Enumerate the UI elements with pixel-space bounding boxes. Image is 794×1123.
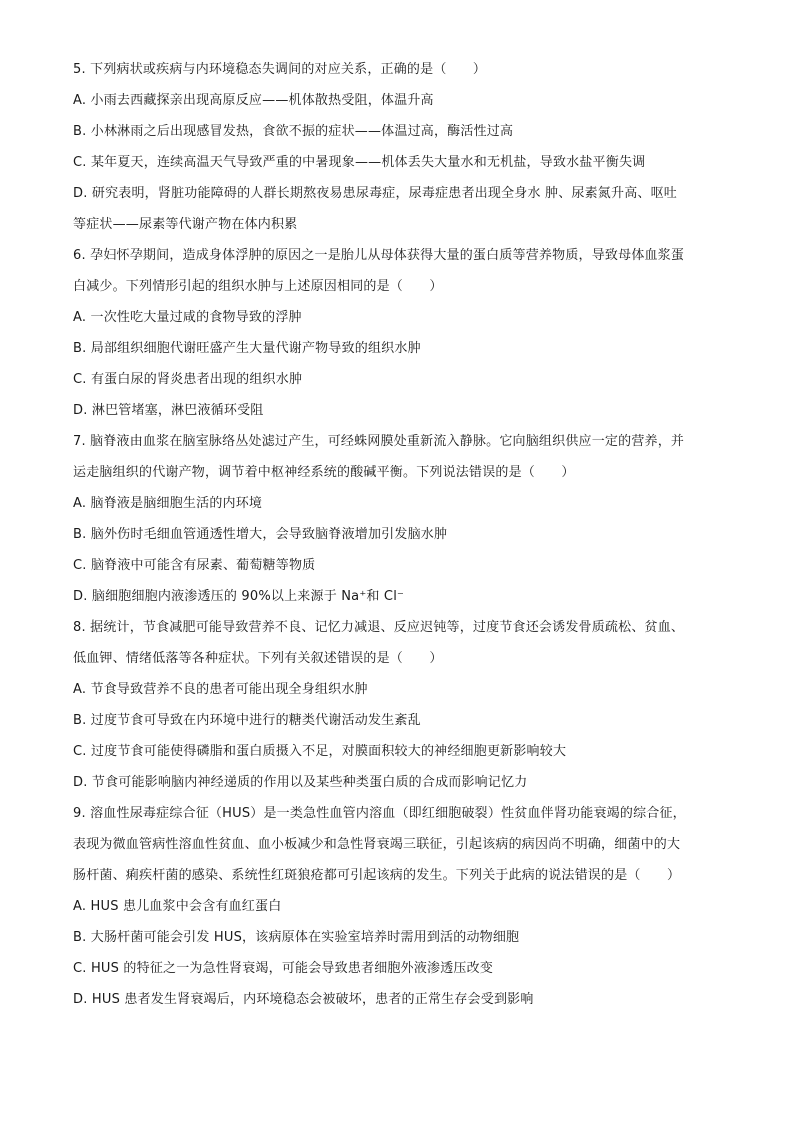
option-d-continued: 等症状——尿素等代谢产物在体内积累 [73, 217, 298, 232]
option-a: A. 一次性吃大量过咸的食物导致的浮肿 [73, 310, 302, 325]
option-b: B. 脑外伤时毛细血管通透性增大，会导致脑脊液增加引发脑水肿 [73, 527, 448, 542]
option-b: B. 过度节食可导致在内环境中进行的糖类代谢活动发生紊乱 [73, 713, 421, 728]
option-c: C. 过度节食可能使得磷脂和蛋白质摄入不足，对膜面积较大的神经细胞更新影响较大 [73, 744, 567, 759]
option-d: D. 脑细胞细胞内液渗透压的 90%以上来源于 Na⁺和 Cl⁻ [73, 589, 405, 604]
option-b: B. 小林淋雨之后出现感冒发热，食欲不振的症状——体温过高，酶活性过高 [73, 124, 514, 139]
option-b: B. 局部组织细胞代谢旺盛产生大量代谢产物导致的组织水肿 [73, 341, 421, 356]
option-d: D. HUS 患者发生肾衰竭后，内环境稳态会被破坏，患者的正常生存会受到影响 [73, 992, 534, 1007]
option-d: D. 研究表明，肾脏功能障碍的人群长期熬夜易患尿毒症，尿毒症患者出现全身水 肿、尿素氮升高、呕吐 [73, 186, 678, 201]
option-c: C. 有蛋白尿的肾炎患者出现的组织水肿 [73, 372, 303, 387]
option-c: C. 脑脊液中可能含有尿素、葡萄糖等物质 [73, 558, 316, 573]
option-a: A. 脑脊液是脑细胞生活的内环境 [73, 496, 263, 511]
option-d: D. 节食可能影响脑内神经递质的作用以及某些种类蛋白质的合成而影响记忆力 [73, 775, 528, 790]
option-c: C. 某年夏天，连续高温天气导致严重的中暑现象——机体丢失大量水和无机盐，导致水盐平衡失调 [73, 155, 646, 170]
exam-page [73, 62, 727, 1023]
question-stem: 5. 下列病状或疾病与内环境稳态失调间的对应关系，正确的是（ ） [73, 62, 487, 77]
option-d: D. 淋巴管堵塞，淋巴液循环受阻 [73, 403, 264, 418]
question-stem-continued: 运走脑组织的代谢产物，调节着中枢神经系统的酸碱平衡。下列说法错误的是（ ） [73, 465, 575, 480]
question-stem: 7. 脑脊液由血浆在脑室脉络丛处滤过产生，可经蛛网膜处重新流入静脉。它向脑组织供应一定的营养，并 [73, 434, 685, 449]
option-a: A. 小雨去西藏探亲出现高原反应——机体散热受阻，体温升高 [73, 93, 434, 108]
option-a: A. HUS 患儿血浆中会含有血红蛋白 [73, 899, 282, 914]
question-5 [73, 62, 727, 232]
question-stem: 9. 溶血性尿毒症综合征（HUS）是一类急性血管内溶血（即红细胞破裂）性贫血伴肾功能衰竭的综合征， [73, 806, 686, 821]
option-c: C. HUS 的特征之一为急性肾衰竭，可能会导致患者细胞外液渗透压改变 [73, 961, 494, 976]
question-stem: 6. 孕妇怀孕期间，造成身体浮肿的原因之一是胎儿从母体获得大量的蛋白质等营养物质，导致母体血浆蛋 [73, 248, 685, 263]
question-6 [73, 248, 727, 418]
question-stem-continued: 低血钾、情绪低落等各种症状。下列有关叙述错误的是（ ） [73, 651, 443, 666]
option-a: A. 节食导致营养不良的患者可能出现全身组织水肿 [73, 682, 368, 697]
question-8 [73, 620, 727, 790]
question-7 [73, 434, 727, 604]
option-b: B. 大肠杆菌可能会引发 HUS，该病原体在实验室培养时需用到活的动物细胞 [73, 930, 520, 945]
question-stem: 8. 据统计，节食减肥可能导致营养不良、记忆力减退、反应迟钝等，过度节食还会诱发骨质疏松、贫血、 [73, 620, 685, 635]
question-9 [73, 806, 727, 1007]
question-stem-continued: 表现为微血管病性溶血性贫血、血小板减少和急性肾衰竭三联征，引起该病的病因尚不明确，细菌中的大 [73, 837, 681, 852]
question-stem-continued: 白减少。下列情形引起的组织水肿与上述原因相同的是（ ） [73, 279, 443, 294]
question-stem-continued: 肠杆菌、痢疾杆菌的感染、系统性红斑狼疮都可引起该病的发生。下列关于此病的说法错误的是（ ） [73, 868, 681, 883]
